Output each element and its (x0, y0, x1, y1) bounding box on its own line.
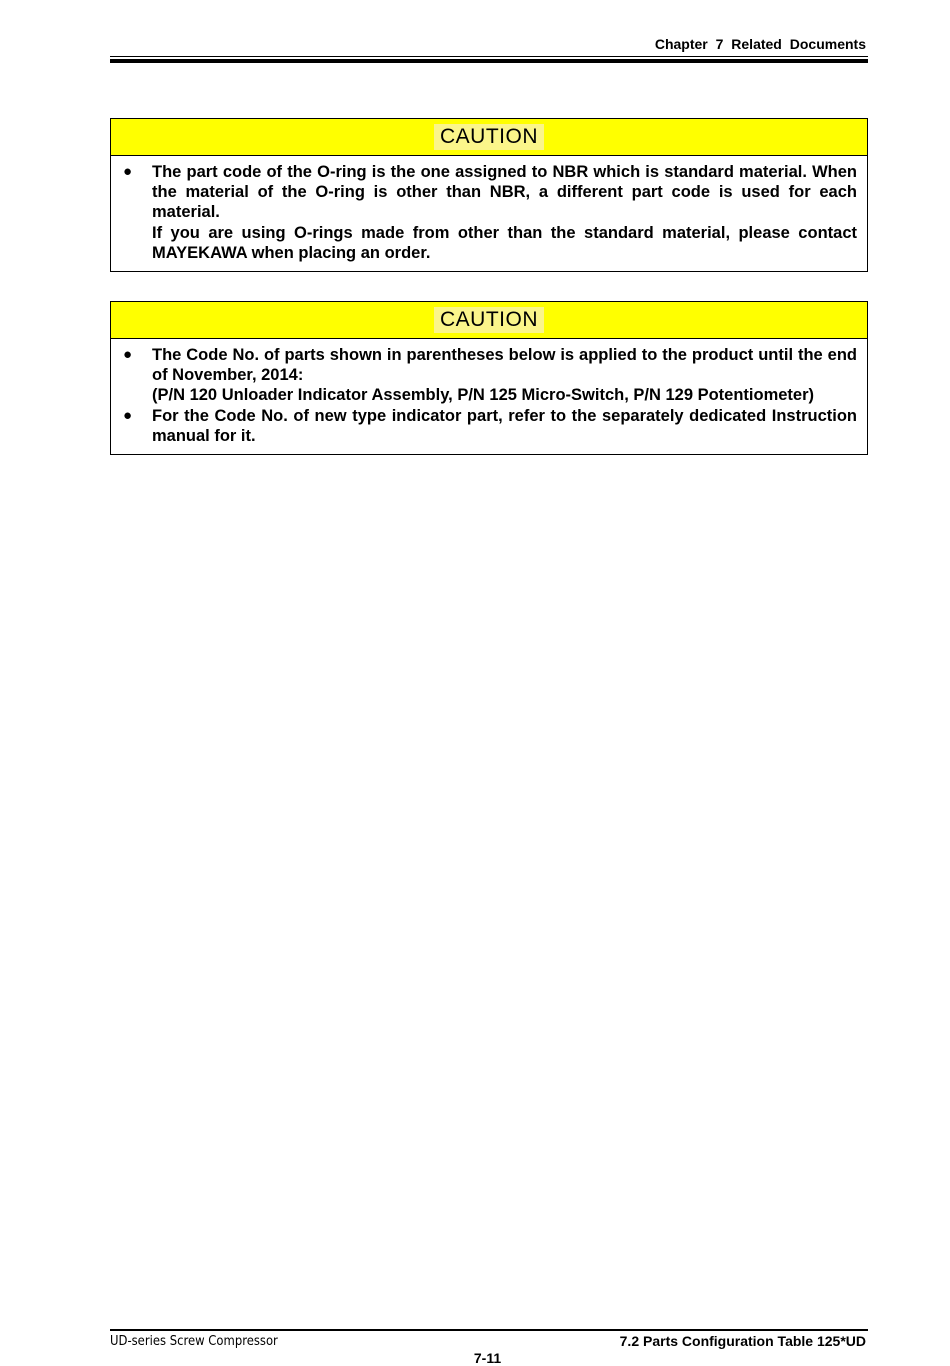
footer-rule (110, 1329, 868, 1331)
bullet-item (121, 162, 857, 263)
bullet-text (152, 406, 857, 446)
bullet-item (121, 345, 857, 406)
bullet-icon: ● (123, 346, 133, 363)
header-title: Chapter 7 Related Documents (654, 36, 866, 52)
caution-body (111, 156, 867, 271)
caution-box-1 (110, 118, 868, 272)
footer-section-title: 7.2 Parts Configuration Table 125*UD (619, 1333, 866, 1349)
bullet-item (121, 406, 857, 446)
caution-box-2 (110, 301, 868, 455)
caution-label: CAUTION (434, 307, 544, 333)
header-rule-thick (110, 59, 868, 63)
caution-header (111, 302, 867, 339)
bullet-paragraph: The Code No. of parts shown in parentheses below is applied to the product until the end of November, 2014: (152, 346, 857, 385)
bullet-paragraph: If you are using O-rings made from other than the standard material, please contact MAYEKAWA when placing an order. (152, 223, 857, 262)
bullet-paragraph: For the Code No. of new type indicator part, refer to the separately dedicated Instruction manual for it. (152, 406, 857, 445)
bullet-text (152, 345, 857, 406)
caution-body (111, 339, 867, 454)
bullet-icon: ● (123, 163, 133, 180)
bullet-paragraph: (P/N 120 Unloader Indicator Assembly, P/N 125 Micro-Switch, P/N 129 Potentiometer) (152, 386, 815, 405)
page-number: 7-11 (473, 1350, 502, 1366)
footer-document-title: UD-series Screw Compressor (110, 1333, 278, 1349)
header-rule-thin (110, 56, 868, 57)
caution-header (111, 119, 867, 156)
caution-label: CAUTION (434, 124, 544, 150)
bullet-text (152, 162, 857, 263)
bullet-paragraph: The part code of the O-ring is the one assigned to NBR which is standard material. When the material of the O-ring is other than NBR, a different part code is used for each material. (152, 163, 857, 222)
bullet-icon: ● (123, 406, 133, 424)
